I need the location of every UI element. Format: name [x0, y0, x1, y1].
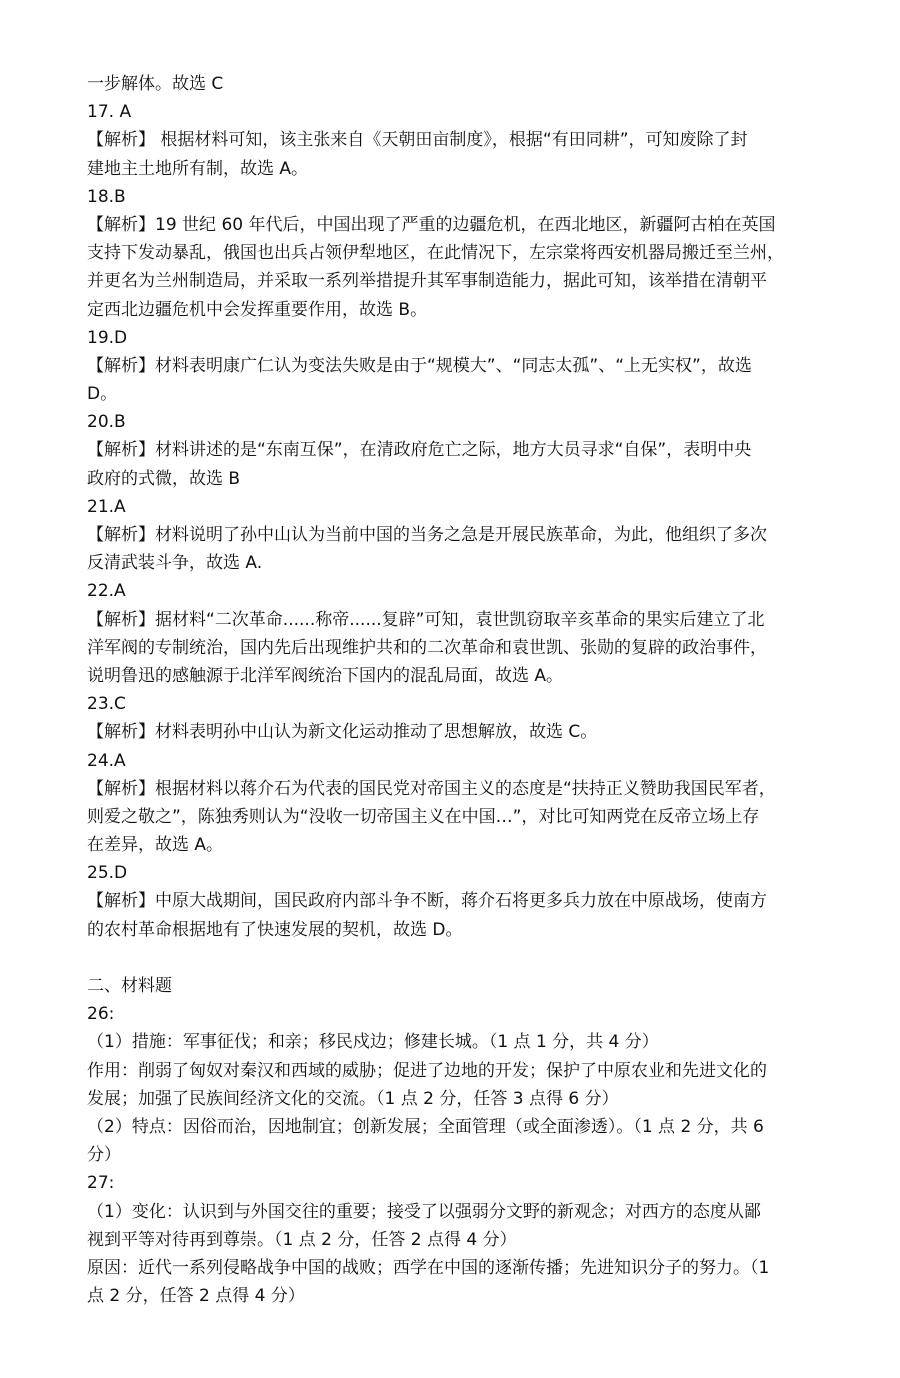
- text-line: （2）特点：因俗而治，因地制宜；创新发展；全面管理（或全面渗透）。（1 点 2 分，共 6: [87, 1116, 764, 1137]
- text-line: 则爱之敬之”，陈独秀则认为“没收一切帝国主义在中国…”，对比可知两党在反帝立场上存: [87, 806, 760, 827]
- text-line: 【解析】据材料“二次革命......称帝......复辟”可知，袁世凯窃取辛亥革命的果实后建立了北: [87, 609, 765, 630]
- text-line: 24.A: [87, 750, 126, 771]
- text-line: 反清武装斗争，故选 A.: [87, 553, 263, 574]
- text-line: 【解析】根据材料以蒋介石为代表的国民党对帝国主义的态度是“扶持正义赞助我国民军者，: [87, 778, 776, 799]
- text-line: 定西北边疆危机中会发挥重要作用，故选 B。: [87, 299, 428, 320]
- text-line: 洋军阀的专制统治，国内先后出现维护共和的二次革命和袁世凯、张勋的复辟的政治事件，: [87, 637, 767, 658]
- text-line: 作用：削弱了匈奴对秦汉和西域的威胁；促进了边地的开发；保护了中原农业和先进文化的: [87, 1060, 767, 1081]
- text-line: 点 2 分，任答 2 点得 4 分）: [87, 1286, 305, 1307]
- text-line: 【解析】材料表明康广仁认为变法失败是由于“规模大”、“同志太孤”、“上无实权”，故选: [87, 355, 752, 376]
- text-line: 【解析】材料说明了孙中山认为当前中国的当务之急是开展民族革命，为此，他组织了多次: [87, 525, 767, 545]
- text-line: 视到平等对待再到尊崇。（1 点 2 分，任答 2 点得 4 分）: [87, 1229, 517, 1250]
- text-line: 20.B: [87, 412, 126, 433]
- text-line: 【解析】19 世纪 60 年代后，中国出现了严重的边疆危机，在西北地区，新疆阿古柏在英国: [87, 214, 776, 235]
- document-page: [87, 70, 847, 1310]
- text-line: 【解析】中原大战期间，国民政府内部斗争不断，蒋介石将更多兵力放在中原战场，使南方: [87, 891, 767, 912]
- text-line: 【解析】 根据材料可知，该主张来自《天朝田亩制度》，根据“有田同耕”，可知废除了封: [87, 130, 748, 151]
- text-line: D。: [87, 384, 118, 405]
- text-line: 支持下发动暴乱，俄国也出兵占领伊犁地区，在此情况下，左宗棠将西安机器局搬迁至兰州，: [87, 243, 784, 264]
- text-line: 22.A: [87, 581, 126, 602]
- text-line: 政府的式微，故选 B: [87, 468, 241, 489]
- text-line: 27:: [87, 1173, 115, 1194]
- text-line: 25.D: [87, 863, 128, 884]
- text-line: 21.A: [87, 496, 126, 517]
- text-line: 建地主土地所有制，故选 A。: [87, 158, 309, 179]
- text-line: 19.D: [87, 327, 128, 348]
- text-line: （1）措施：军事征伐；和亲；移民戍边；修建长城。（1 点 1 分，共 4 分）: [87, 1032, 659, 1053]
- text-line: 的农村革命根据地有了快速发展的契机，故选 D。: [87, 919, 463, 940]
- text-line: 17. A: [87, 102, 132, 123]
- text-line: 【解析】材料讲述的是“东南互保”，在清政府危亡之际，地方大员寻求“自保”，表明中央: [87, 440, 752, 461]
- text-line: 26:: [87, 1004, 115, 1025]
- text-line: （1）变化：认识到与外国交往的重要；接受了以强弱分文野的新观念；对西方的态度从鄙: [87, 1201, 761, 1222]
- text-line: 一步解体。故选 C: [87, 74, 224, 94]
- text-line: 原因：近代一系列侵略战争中国的战败；西学在中国的逐渐传播；先进知识分子的努力。（1: [87, 1257, 770, 1278]
- text-line: 二、材料题: [87, 976, 172, 996]
- text-line: 发展；加强了民族间经济文化的交流。（1 点 2 分，任答 3 点得 6 分）: [87, 1088, 619, 1109]
- text-line: 18.B: [87, 186, 126, 207]
- text-line: 【解析】材料表明孙中山认为新文化运动推动了思想解放，故选 C。: [87, 722, 598, 743]
- text-line: 分）: [87, 1145, 121, 1166]
- text-line: 说明鲁迅的感触源于北洋军阀统治下国内的混乱局面，故选 A。: [87, 665, 564, 686]
- blank-line: [87, 944, 847, 972]
- text-line: 并更名为兰州制造局，并采取一系列举措提升其军事制造能力，据此可知，该举措在清朝平: [87, 271, 767, 292]
- text-line: 23.C: [87, 694, 126, 715]
- text-line: 在差异，故选 A。: [87, 835, 224, 856]
